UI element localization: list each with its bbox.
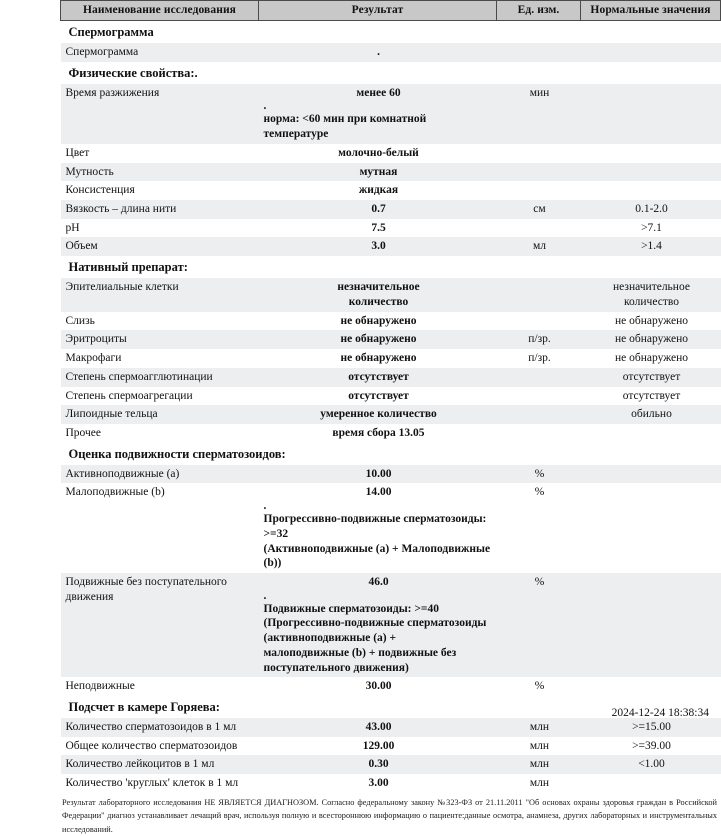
table-header [61,1,721,21]
row-label-line: Макрофаги [65,352,122,365]
row-label-line: Мутность [65,165,114,178]
table-row [61,349,721,368]
table-row [61,755,721,774]
row-label-line: Объем [65,240,98,253]
row-reference-range [581,349,721,368]
row-label [61,181,259,200]
row-label [61,737,259,756]
row-unit [497,278,581,311]
row-result [259,465,497,484]
row-unit: мл [497,237,581,256]
note-spacer: . [263,100,267,113]
table-row [61,774,721,793]
report-timestamp: 2024-12-24 18:38:34 [611,707,709,719]
row-reference-range [581,573,721,677]
reference-note: (Прогрессивно-подвижные сперматозоиды (активноподвижные (a) + [263,617,487,645]
row-unit: млн [497,774,581,793]
table-row [61,200,721,219]
row-reference-value: незначительное [613,281,690,294]
row-result [259,755,497,774]
table-row [61,677,721,696]
row-label [61,465,259,484]
table-row [61,573,721,677]
row-unit: млн [497,755,581,774]
row-result [259,368,497,387]
row-unit: п/зр. [497,330,581,349]
row-label [61,330,259,349]
table-row [61,144,721,163]
row-result [259,181,497,200]
row-label-line: Липоидные тельца [65,408,158,421]
table-row [61,387,721,406]
row-label-line: Количество лейкоцитов в 1 мл [65,758,215,771]
table-row [61,424,721,443]
row-reference-range [581,84,721,144]
row-result-value: менее 60 [356,86,401,99]
row-result [259,43,497,62]
row-reference-range [581,200,721,219]
table-row [61,84,721,144]
row-unit [497,424,581,443]
row-result-value: 43.00 [365,721,392,733]
reference-note: норма: <60 мин при комнатной температуре [263,113,427,141]
table-row [61,181,721,200]
note-spacer: . [263,589,267,602]
row-reference-range [581,368,721,387]
row-result-value: 3.0 [371,240,386,253]
row-label-line: Малоподвижные (b) [65,486,165,499]
row-label [61,84,259,144]
table-row [61,483,721,573]
row-result [259,219,497,238]
row-reference-range [581,387,721,406]
row-reference-range [581,483,721,573]
table-row [61,405,721,424]
row-label [61,424,259,443]
row-reference-value: не обнаружено [615,333,688,346]
table-row [61,330,721,349]
row-reference-range [581,677,721,696]
row-unit: мин [497,84,581,144]
table-row [61,368,721,387]
row-label-line: Консистенция [65,184,135,197]
row-result-value: незначительное [337,281,420,294]
row-reference-value: >=15.00 [632,721,671,733]
table-row [61,237,721,256]
row-result-value: . [377,46,380,58]
table-row [61,312,721,331]
row-result-value: 10.00 [365,467,392,480]
row-unit: п/зр. [497,349,581,368]
row-label [61,483,259,573]
row-label [61,144,259,163]
row-result-value: 0.7 [371,203,386,216]
row-label [61,278,259,311]
row-result-value: жидкая [358,184,399,197]
row-reference-range [581,465,721,484]
row-reference-value: >7.1 [641,221,662,234]
section-title: Спермограмма [61,21,721,44]
table-row [61,43,721,62]
row-label-line: Количество сперматозоидов в 1 мл [65,721,237,733]
row-reference-range [581,718,721,737]
section-title: Оценка подвижности сперматозоидов: [61,443,721,465]
row-label-line: движения [65,590,114,603]
row-result-value: 129.00 [362,739,395,752]
row-reference-range [581,755,721,774]
table-body [61,21,721,793]
table-section-header [61,21,721,44]
column-header-norm: Нормальные значения [581,1,721,21]
row-label-line: Слизь [65,314,95,327]
row-label [61,718,259,737]
row-reference-value: не обнаружено [615,314,688,327]
section-title: Подсчет в камере Горяева: [61,696,721,718]
table-row [61,737,721,756]
row-result-value: отсутствует [348,370,409,383]
row-result-value: не обнаружено [340,333,417,346]
row-unit [497,368,581,387]
row-reference-value: не обнаружено [615,352,688,365]
row-label [61,237,259,256]
row-reference-range [581,312,721,331]
row-unit: млн [497,737,581,756]
row-label-line: Общее количество сперматозоидов [65,739,238,752]
section-title: Физические свойства:. [61,62,721,84]
row-result [259,483,497,573]
row-result [259,405,497,424]
row-reference-value: <1.00 [638,758,665,771]
row-label-line: Неподвижные [65,680,135,693]
row-label [61,43,259,62]
row-label [61,387,259,406]
column-header-result: Результат [259,1,497,21]
row-reference-range [581,43,721,62]
row-label-line: Степень спермоагрегации [65,389,193,402]
row-unit [497,312,581,331]
row-unit [497,181,581,200]
row-reference-range [581,330,721,349]
row-reference-range [581,424,721,443]
row-label [61,163,259,182]
row-result [259,718,497,737]
row-result [259,774,497,793]
row-label [61,312,259,331]
column-header-unit: Ед. изм. [497,1,581,21]
row-result [259,677,497,696]
row-result [259,278,497,311]
table-row [61,718,721,737]
row-label-line: Активноподвижные (a) [65,467,180,480]
row-reference-value: отсутствует [622,370,681,383]
row-reference-value: >=39.00 [632,739,671,752]
row-label [61,573,259,677]
table-section-header [61,62,721,84]
legal-disclaimer: Результат лабораторного исследования НЕ ЯВЛЯЕТСЯ ДИАГНОЗОМ. Согласно федеральному закону №323-ФЗ от 21.11.2011 "Об основах охраны здоровья граждан в Российской Федерации" диагноз устанавливает лечащий врач, используя полную и всестороннюю информацию о пациенте:данные осмотра, анамнеза, других лабораторных и инструментальных исследований. [62,797,717,834]
row-label [61,755,259,774]
row-unit [497,219,581,238]
table-row [61,278,721,311]
row-label-line: Спермограмма [65,46,139,58]
row-result-value: не обнаружено [340,314,417,327]
table-row [61,465,721,484]
row-unit: % [497,465,581,484]
row-result-value: 14.00 [365,486,392,499]
row-label-line: Эритроциты [65,333,127,346]
note-spacer: . [263,500,267,513]
reference-note: Подвижные сперматозоиды: >=40 [263,602,439,615]
row-unit [497,405,581,424]
row-result-value-line2: количество [348,295,409,308]
row-result [259,200,497,219]
table-row [61,163,721,182]
row-result [259,84,497,144]
row-reference-value: 0.1-2.0 [635,203,668,216]
row-label-line: Подвижные без поступательного [65,575,227,588]
row-reference-range [581,181,721,200]
table-section-header [61,256,721,278]
row-result-value: не обнаружено [340,352,417,365]
row-unit [497,387,581,406]
row-label-line: Вязкость – длина нити [65,203,177,216]
row-label-line: Количество 'круглых' клеток в 1 мл [65,777,239,790]
row-result [259,237,497,256]
row-label [61,774,259,793]
row-label [61,219,259,238]
row-reference-range [581,405,721,424]
row-label-line: Время разжижения [65,86,160,99]
row-label [61,349,259,368]
row-result [259,387,497,406]
row-reference-range [581,144,721,163]
row-reference-range [581,237,721,256]
row-result [259,144,497,163]
row-result-value: молочно-белый [338,146,419,159]
reference-note: малоподвижные (b) + подвижные без поступательного движения) [263,646,457,674]
row-result [259,737,497,756]
row-label [61,200,259,219]
row-result-value: 46.0 [368,575,389,588]
row-result [259,424,497,443]
section-title: Нативный препарат: [61,256,721,278]
row-unit: % [497,573,581,677]
row-unit [497,163,581,182]
row-label-line: pH [65,221,80,234]
reference-note: Прогрессивно-подвижные сперматозоиды: >=32 [263,513,487,540]
row-reference-value-line2: количество [624,295,679,308]
row-unit: % [497,483,581,573]
table-row [61,219,721,238]
row-result-value: отсутствует [348,389,409,402]
row-result [259,573,497,677]
row-result-value: 3.00 [368,777,389,790]
row-label [61,677,259,696]
row-result [259,330,497,349]
reference-note: (Активноподвижные (a) + Малоподвижные (b)) [263,542,491,570]
row-label-line: Эпителиальные клетки [65,281,179,294]
row-result [259,312,497,331]
row-unit: % [497,677,581,696]
row-reference-value: отсутствует [622,389,681,402]
row-unit [497,43,581,62]
row-result [259,349,497,368]
row-reference-value: >1.4 [641,240,662,253]
table-section-header [61,443,721,465]
table-header-row [61,1,721,21]
row-reference-range [581,278,721,311]
column-header-name: Наименование исследования [61,1,259,21]
row-unit: млн [497,718,581,737]
row-result [259,163,497,182]
row-result-value: умеренное количество [320,408,437,421]
row-reference-range [581,163,721,182]
row-reference-value: обильно [631,408,672,421]
row-label-line: Степень спермоагглютинации [65,370,213,383]
lab-results-table [60,0,721,793]
row-reference-range [581,737,721,756]
row-result-value: 0.30 [368,758,389,771]
row-label-line: Цвет [65,146,90,159]
row-label [61,405,259,424]
row-result-value: время сбора 13.05 [332,426,425,439]
row-label-line: Прочее [65,426,101,439]
row-label [61,368,259,387]
row-unit: см [497,200,581,219]
row-unit [497,144,581,163]
row-reference-range [581,219,721,238]
row-result-value: 7.5 [371,221,386,234]
row-reference-range [581,774,721,793]
row-result-value: 30.00 [365,680,392,693]
row-result-value: мутная [359,165,398,178]
